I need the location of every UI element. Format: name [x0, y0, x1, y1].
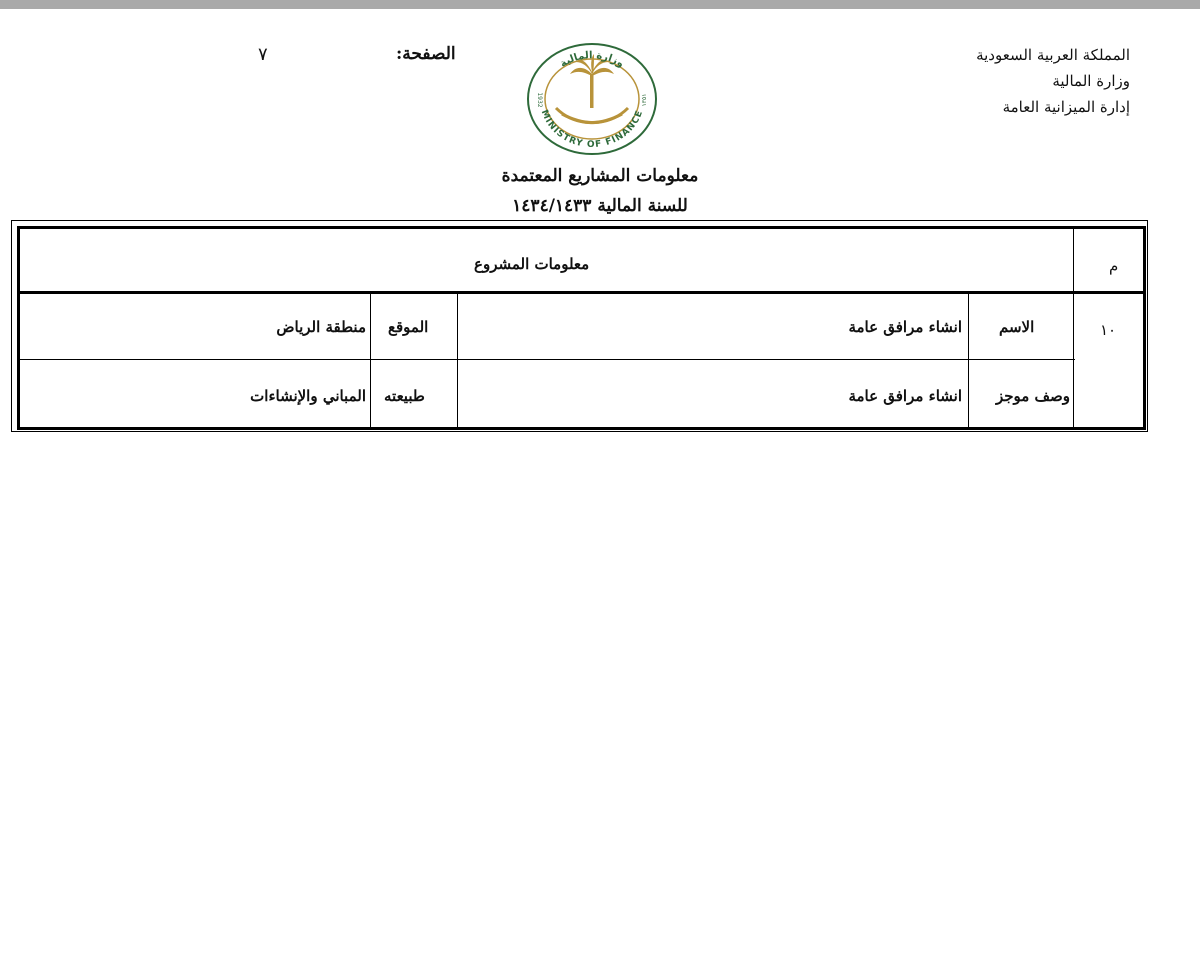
index-column-divider	[1073, 226, 1074, 430]
kingdom-name: المملكة العربية السعودية	[976, 46, 1130, 64]
name-value: انشاء مرافق عامة	[848, 318, 962, 336]
window-top-bar	[0, 0, 1200, 9]
description-label: وصف موجز	[995, 387, 1070, 405]
mid-row-divider	[17, 359, 1075, 360]
department-name: إدارة الميزانية العامة	[1002, 98, 1130, 116]
issuer-block	[870, 42, 1130, 120]
document-title: معلومات المشاريع المعتمدة	[501, 166, 699, 186]
location-label: الموقع	[388, 318, 429, 336]
ministry-name: وزارة المالية	[1052, 72, 1130, 90]
fiscal-year-subtitle: للسنة المالية ١٤٣٤/١٤٣٣	[512, 196, 688, 216]
seal-arabic-text: وزارة المالية	[558, 50, 626, 70]
seal-english-text: MINISTRY OF FINANCE	[538, 108, 646, 151]
row-index: ١٠	[1100, 321, 1117, 339]
label-column-divider-1	[968, 293, 969, 430]
description-value: انشاء مرافق عامة	[848, 387, 962, 405]
seal-year-right: ١٣٥١	[641, 93, 648, 107]
project-table	[11, 220, 1148, 432]
nature-label: طبيعته	[384, 387, 425, 405]
ministry-of-finance-seal	[526, 42, 658, 156]
location-value: منطقة الرياض	[276, 318, 366, 336]
project-info-header: معلومات المشروع	[474, 255, 590, 273]
value-column-divider	[457, 293, 458, 430]
header-row-divider	[17, 291, 1146, 294]
seal-year-left: 1932	[536, 92, 543, 108]
name-label: الاسم	[999, 318, 1035, 336]
nature-value: المباني والإنشاءات	[250, 387, 366, 405]
index-column-header: م	[1109, 257, 1119, 275]
page-label: الصفحة:	[396, 44, 456, 64]
page-number: ٧	[258, 44, 268, 65]
label-column-divider-2	[370, 293, 371, 430]
